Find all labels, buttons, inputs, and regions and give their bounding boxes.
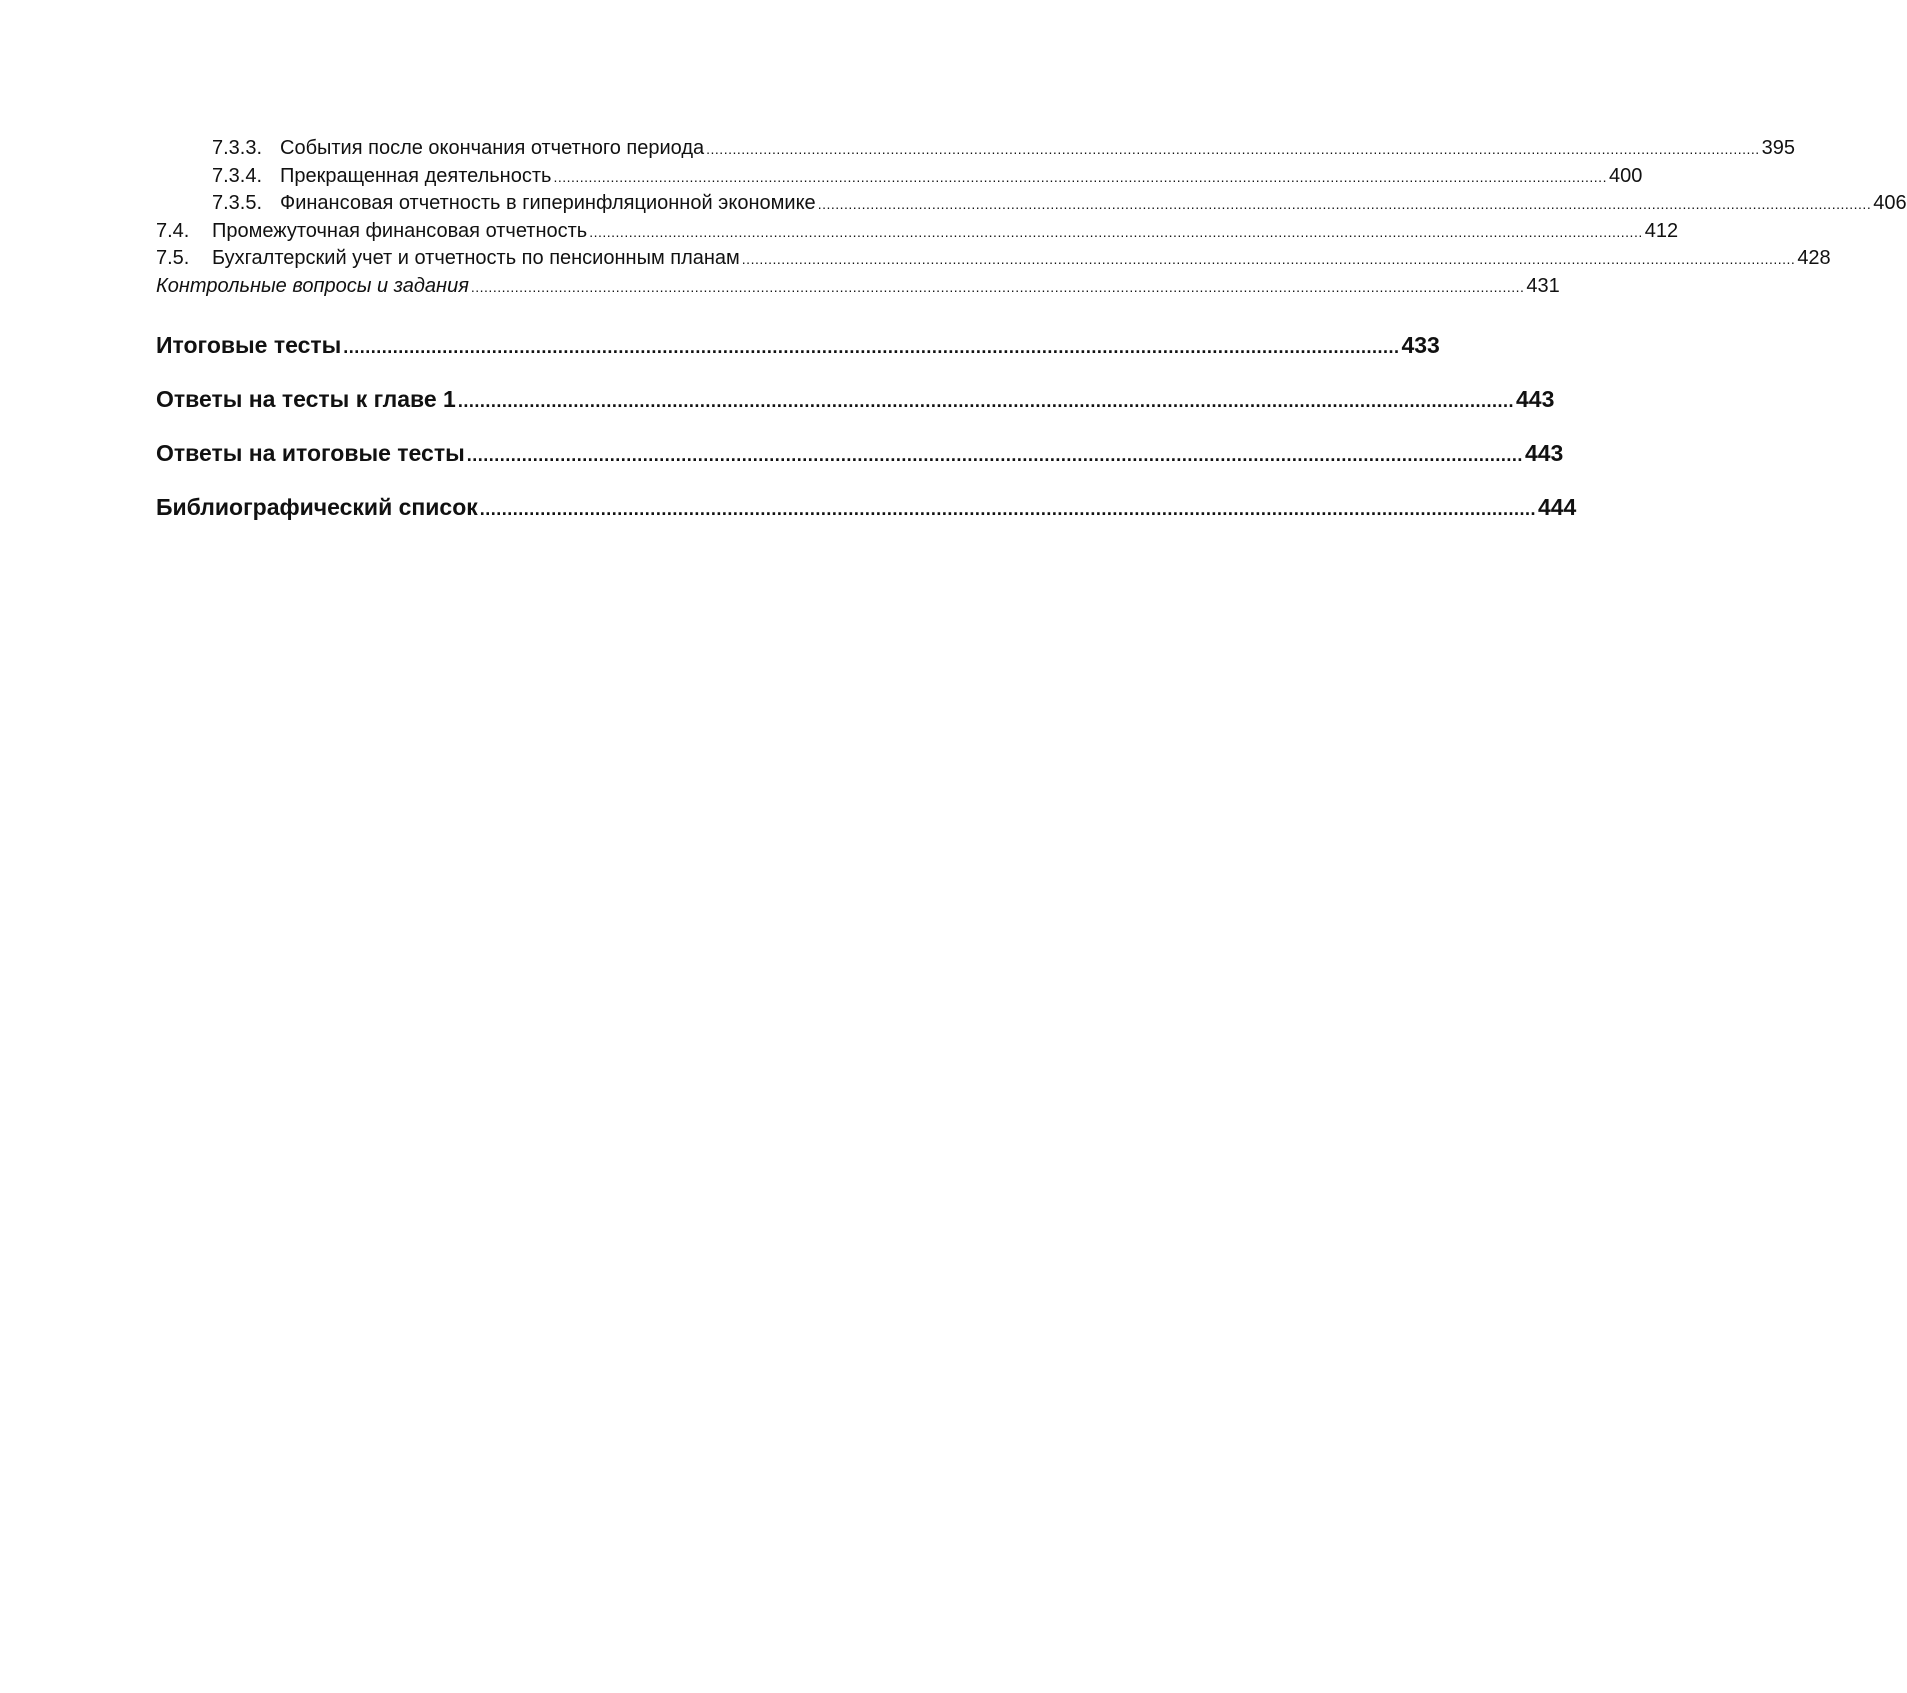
dot-leader: ................................................................................................................................................................................................................................................ [553,168,1607,185]
dot-leader: ................................................................................................................................................................................................ [466,445,1523,465]
toc-entry-7-4[interactable] [156,218,1679,246]
entry-page: 400 [1608,164,1643,187]
toc-entry-7-5[interactable] [156,245,1831,273]
dot-leader: ................................................................................................................................................................................................ [457,391,1514,411]
entry-title: Библиографический список [156,494,478,520]
dot-leader: ................................................................................................................................................................................................................................................ [817,196,1872,212]
entry-page: 443 [1524,440,1564,466]
entry-page: 406 [1873,192,1907,214]
entry-title: События после окончания отчетного периода [280,137,705,159]
table-of-contents [156,135,1907,534]
entry-page: 444 [1537,494,1577,520]
entry-number: 7.3.4. [212,164,263,187]
toc-entry-7-3-4[interactable] [156,163,1643,191]
entry-number: 7.3.5. [212,192,263,214]
dot-leader: ................................................................................................................................................................................................................................................ [589,223,1643,240]
entry-page: 412 [1644,219,1679,242]
entry-title: Контрольные вопросы и задания [156,274,469,297]
entry-number: 7.5. [156,247,190,269]
entry-title: Промежуточная финансовая отчетность [212,219,588,242]
entry-title: Финансовая отчетность в гиперинфляционной экономике [280,192,816,214]
entry-title: Ответы на тесты к главе 1 [156,386,456,412]
dot-leader: ................................................................................................................................................................................................................................................ [741,251,1796,267]
dot-leader: ................................................................................................................................................................................................................................................ [470,278,1525,295]
entry-number: 7.4. [156,219,190,242]
entry-page: 431 [1526,274,1560,297]
entry-page: 395 [1761,137,1796,159]
entry-title: Ответы на итоговые тесты [156,440,465,466]
toc-entry-7-3-3[interactable] [156,135,1796,163]
dot-leader: ................................................................................................................................................................................................ [479,499,1536,519]
entry-page: 443 [1516,386,1555,412]
entry-title: Итоговые тесты [156,332,342,358]
dot-leader: ................................................................................................................................................................................................ [343,337,1400,357]
entry-number: 7.3.3. [212,137,263,159]
toc-entry-answers-chapter-1[interactable] [156,372,1555,426]
toc-entry-review-questions[interactable] [156,273,1560,301]
toc-entry-bibliography[interactable] [156,480,1577,534]
entry-page: 428 [1797,247,1831,269]
toc-entry-7-3-5[interactable] [156,190,1907,218]
toc-entry-final-tests[interactable] [156,318,1440,372]
toc-entry-answers-final-tests[interactable] [156,426,1564,480]
entry-title: Бухгалтерский учет и отчетность по пенсионным планам [212,247,740,269]
dot-leader: ................................................................................................................................................................................................................................................ [706,141,1760,157]
entry-title: Прекращенная деятельность [280,164,552,187]
entry-page: 433 [1401,332,1440,358]
